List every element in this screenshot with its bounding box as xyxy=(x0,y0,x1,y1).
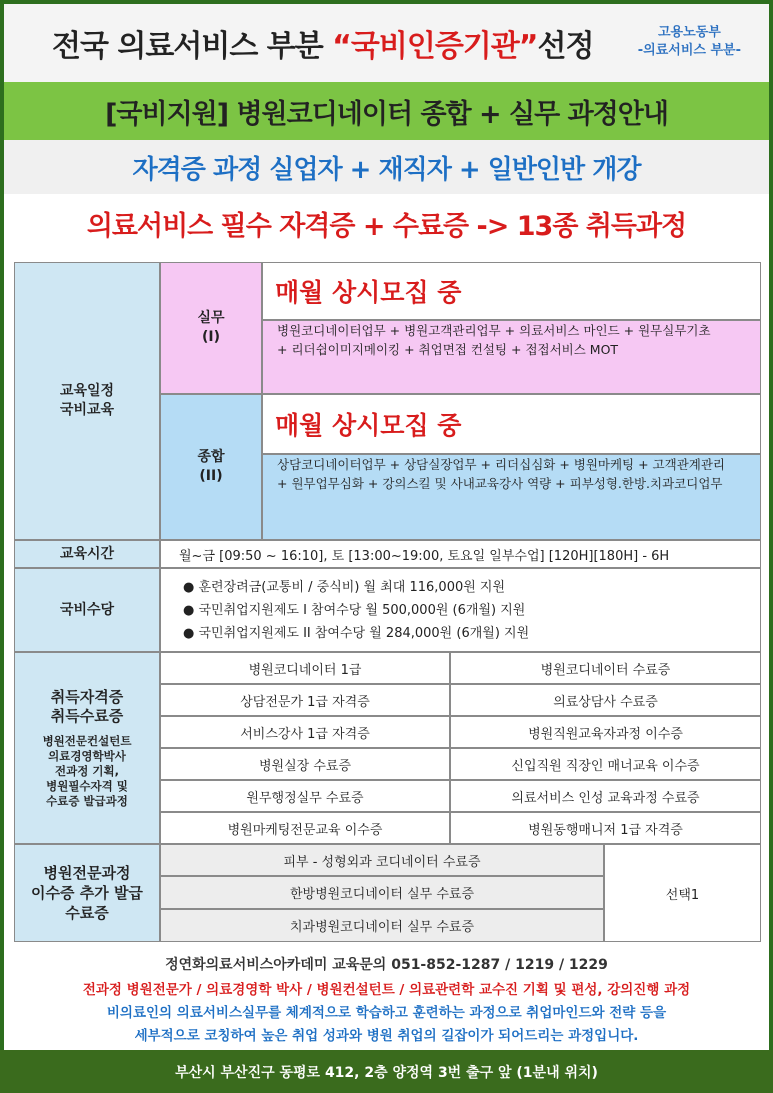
list-item: ● 국민취업지원제도 I 참여수당 월 500,000원 (6개월) 지원 xyxy=(183,602,526,618)
table-cell: 치과병원코디네이터 실무 수료증 xyxy=(160,909,604,942)
course-title-band: [국비지원] 병원코디네이터 종합 + 실무 과정안내 xyxy=(4,82,769,140)
table-cell: 병원직원교육자과정 이수증 xyxy=(450,716,761,748)
description-line: 세부적으로 코칭하여 높은 취업 성과와 병원 취업의 길잡이가 되어드리는 과정입니다. xyxy=(134,1028,639,1044)
list-item: ● 국민취업지원제도 II 참여수당 월 284,000원 (6개월) 지원 xyxy=(183,625,530,641)
table-cell: 한방병원코디네이터 실무 수료증 xyxy=(160,876,604,909)
schedule-table xyxy=(14,262,761,540)
practical-desc: 병원코디네이터업무 + 병원고객관리업무 + 의료서비스 마인드 + 원무실무기초 + 리더쉽이미지메이킹 + 취업면접 컨설팅 + 접접서비스 MOT xyxy=(262,320,761,394)
allowance-list xyxy=(160,568,761,652)
target-band: 자격증 과정 실업자 + 재직자 + 일반인반 개강 xyxy=(4,140,769,194)
allowance-row xyxy=(14,568,761,652)
page-title: 전국 의료서비스 부분 “국비인증기관”선정 xyxy=(52,29,594,64)
table-cell: 신입직원 직장인 매너교육 이수증 xyxy=(450,748,761,780)
hours-label: 교육시간 xyxy=(14,540,160,568)
comprehensive-desc: 상담코디네이터업무 + 상담실장업무 + 리더십심화 + 병원마케팅 + 고객관계관리 + 원무업무심화 + 강의스킬 및 사내교육강사 역량 + 피부성형.한방.치과코디업무 xyxy=(262,454,761,540)
table-cell: 피부 - 성형외과 코디네이터 수료증 xyxy=(160,844,604,876)
certificates-table xyxy=(14,652,761,844)
address-band: 부산시 부산진구 동평로 412, 2층 양정역 3번 출구 앞 (1분내 위치) xyxy=(0,1050,773,1093)
extra-label: 병원전문과정 이수증 추가 발급 수료증 xyxy=(14,844,160,942)
schedule-label: 교육일정 국비교육 xyxy=(14,262,160,540)
table-cell: 상담전문가 1급 자격증 xyxy=(160,684,450,716)
faculty-line: 전과정 병원전문가 / 의료경영학 박사 / 병원컨설턴트 / 의료관련학 교수진 기획 및 편성, 강의진행 과정 xyxy=(82,982,691,998)
table-cell: 의료서비스 인성 교육과정 수료증 xyxy=(450,780,761,812)
header-band xyxy=(4,4,769,82)
list-item: ● 훈련장려금(교통비 / 중식비) 월 최대 116,000원 지원 xyxy=(183,579,506,595)
extra-table xyxy=(14,844,761,942)
table-cell: 서비스강사 1급 자격증 xyxy=(160,716,450,748)
comprehensive-recruit: 매월 상시모집 중 xyxy=(262,394,761,454)
cert-band: 의료서비스 필수 자격증 + 수료증 -> 13종 취득과정 xyxy=(4,194,769,252)
ministry-badge: 고용노동부 -의료서비스 부분- xyxy=(637,25,741,58)
choice-cell: 선택1 xyxy=(604,844,761,942)
hours-row xyxy=(14,540,761,568)
description-line: 비의료인의 의료서비스실무를 체계적으로 학습하고 훈련하는 과정으로 취업마인드와 전략 등을 xyxy=(106,1005,667,1021)
title-accent: “국비인증기관” xyxy=(332,29,538,64)
table-cell: 병원실장 수료증 xyxy=(160,748,450,780)
table-cell: 병원코디네이터 수료증 xyxy=(450,652,761,684)
allowance-label: 국비수당 xyxy=(14,568,160,652)
practical-recruit: 매월 상시모집 중 xyxy=(262,262,761,320)
certificates-label: 취득자격증 취득수료증 병원전문컨설턴트 의료경영학박사 전과정 기획, 병원필수자격 및 수료증 발급과정 xyxy=(14,652,160,844)
hours-value: 월~금 [09:50 ~ 16:10], 토 [13:00~19:00, 토요일 일부수업] [120H][180H] - 6H xyxy=(160,540,761,568)
table-cell: 병원코디네이터 1급 xyxy=(160,652,450,684)
practical-label: 실무 (I) xyxy=(160,262,262,394)
table-cell: 병원동행매니저 1급 자격증 xyxy=(450,812,761,844)
contact-line: 정연화의료서비스아카데미 교육문의 051-852-1287 / 1219 / 1229 xyxy=(165,957,608,973)
table-cell: 원무행정실무 수료증 xyxy=(160,780,450,812)
table-cell: 의료상담사 수료증 xyxy=(450,684,761,716)
comprehensive-label: 종합 (II) xyxy=(160,394,262,540)
table-cell: 병원마케팅전문교육 이수증 xyxy=(160,812,450,844)
